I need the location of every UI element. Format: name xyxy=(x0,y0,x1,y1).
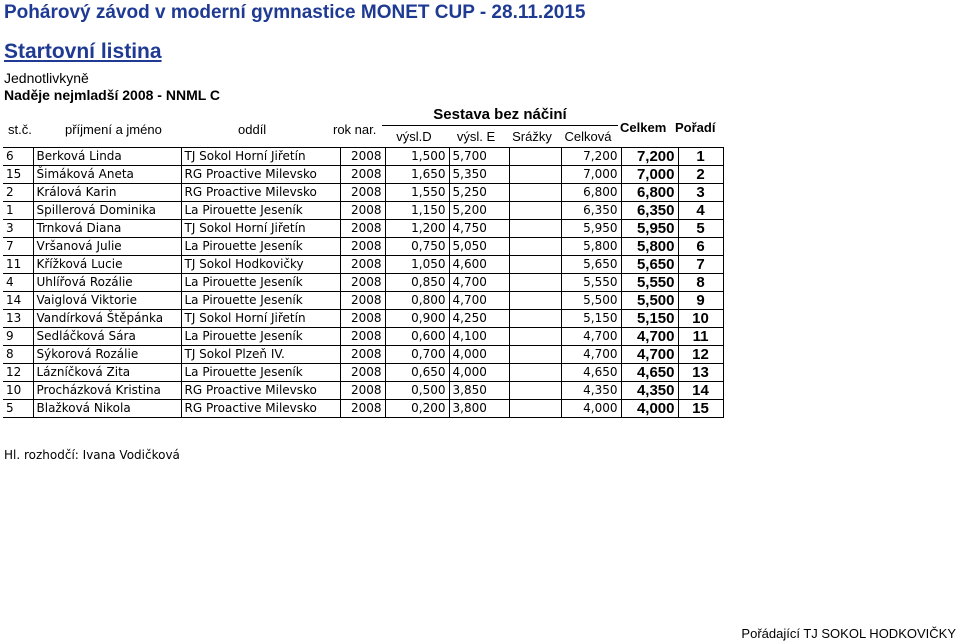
cell-total-score: 5,950 xyxy=(621,220,678,238)
cell-score-d: 0,200 xyxy=(385,400,449,418)
cell-penalty xyxy=(509,202,561,220)
col-header-start-no: st.č. xyxy=(8,122,32,137)
page-title: Pohárový závod v moderní gymnastice MONET CUP - 28.11.2015 xyxy=(4,2,586,23)
cell-score-e: 3,850 xyxy=(449,382,509,400)
cell-start-no: 9 xyxy=(3,328,33,346)
cell-subtotal: 5,150 xyxy=(561,310,621,328)
col-header-rank: Pořadí xyxy=(675,120,716,135)
cell-club: La Pirouette Jeseník xyxy=(181,364,340,382)
cell-club: La Pirouette Jeseník xyxy=(181,292,340,310)
cell-score-d: 1,650 xyxy=(385,166,449,184)
cell-score-d: 0,500 xyxy=(385,382,449,400)
cell-athlete-name: Sedláčková Sára xyxy=(33,328,181,346)
cell-score-d: 0,700 xyxy=(385,346,449,364)
table-row xyxy=(3,202,723,220)
cell-start-no: 3 xyxy=(3,220,33,238)
cell-penalty xyxy=(509,274,561,292)
cell-birth-year: 2008 xyxy=(340,148,385,166)
cell-score-e: 4,600 xyxy=(449,256,509,274)
cell-total-score: 7,000 xyxy=(621,166,678,184)
cell-total-score: 5,150 xyxy=(621,310,678,328)
cell-subtotal: 6,350 xyxy=(561,202,621,220)
cell-total-score: 4,350 xyxy=(621,382,678,400)
cell-subtotal: 6,800 xyxy=(561,184,621,202)
col-header-name: příjmení a jméno xyxy=(65,122,162,137)
cell-subtotal: 4,000 xyxy=(561,400,621,418)
cell-athlete-name: Procházková Kristina xyxy=(33,382,181,400)
cell-penalty xyxy=(509,310,561,328)
cell-start-no: 5 xyxy=(3,400,33,418)
cell-penalty xyxy=(509,256,561,274)
cell-birth-year: 2008 xyxy=(340,328,385,346)
cell-birth-year: 2008 xyxy=(340,238,385,256)
cell-subtotal: 5,500 xyxy=(561,292,621,310)
cell-penalty xyxy=(509,148,561,166)
cell-total-score: 6,350 xyxy=(621,202,678,220)
cell-athlete-name: Trnková Diana xyxy=(33,220,181,238)
cell-score-d: 1,200 xyxy=(385,220,449,238)
cell-score-e: 4,000 xyxy=(449,346,509,364)
cell-athlete-name: Vaiglová Viktorie xyxy=(33,292,181,310)
category-type: Jednotlivkyně xyxy=(4,70,89,86)
cell-club: TJ Sokol Plzeň IV. xyxy=(181,346,340,364)
cell-subtotal: 5,950 xyxy=(561,220,621,238)
cell-athlete-name: Vršanová Julie xyxy=(33,238,181,256)
cell-start-no: 12 xyxy=(3,364,33,382)
cell-rank: 4 xyxy=(678,202,723,220)
cell-penalty xyxy=(509,166,561,184)
cell-athlete-name: Králová Karin xyxy=(33,184,181,202)
cell-start-no: 8 xyxy=(3,346,33,364)
cell-birth-year: 2008 xyxy=(340,364,385,382)
cell-penalty xyxy=(509,382,561,400)
cell-subtotal: 4,650 xyxy=(561,364,621,382)
cell-rank: 6 xyxy=(678,238,723,256)
table-row xyxy=(3,220,723,238)
cell-athlete-name: Křížková Lucie xyxy=(33,256,181,274)
cell-score-e: 5,200 xyxy=(449,202,509,220)
table-row xyxy=(3,148,723,166)
cell-subtotal: 4,350 xyxy=(561,382,621,400)
cell-subtotal: 7,200 xyxy=(561,148,621,166)
cell-rank: 10 xyxy=(678,310,723,328)
cell-score-e: 4,100 xyxy=(449,328,509,346)
cell-club: RG Proactive Milevsko xyxy=(181,166,340,184)
cell-score-e: 4,700 xyxy=(449,292,509,310)
cell-club: RG Proactive Milevsko xyxy=(181,184,340,202)
cell-birth-year: 2008 xyxy=(340,274,385,292)
cell-club: La Pirouette Jeseník xyxy=(181,328,340,346)
cell-birth-year: 2008 xyxy=(340,166,385,184)
cell-score-e: 4,250 xyxy=(449,310,509,328)
cell-club: TJ Sokol Hodkovičky xyxy=(181,256,340,274)
table-row xyxy=(3,310,723,328)
cell-start-no: 11 xyxy=(3,256,33,274)
cell-rank: 3 xyxy=(678,184,723,202)
cell-score-d: 0,850 xyxy=(385,274,449,292)
cell-score-e: 4,700 xyxy=(449,274,509,292)
table-row xyxy=(3,346,723,364)
apparatus-divider xyxy=(382,125,618,126)
cell-penalty xyxy=(509,238,561,256)
cell-rank: 7 xyxy=(678,256,723,274)
cell-start-no: 10 xyxy=(3,382,33,400)
cell-total-score: 4,700 xyxy=(621,328,678,346)
cell-score-e: 5,350 xyxy=(449,166,509,184)
organizer: Pořádající TJ SOKOL HODKOVIČKY xyxy=(741,626,956,641)
cell-penalty xyxy=(509,292,561,310)
col-header-score-d: výsl.D xyxy=(396,129,432,144)
cell-penalty xyxy=(509,400,561,418)
cell-score-d: 0,600 xyxy=(385,328,449,346)
cell-score-e: 4,750 xyxy=(449,220,509,238)
cell-start-no: 6 xyxy=(3,148,33,166)
cell-rank: 5 xyxy=(678,220,723,238)
table-row xyxy=(3,400,723,418)
cell-penalty xyxy=(509,364,561,382)
cell-score-e: 5,700 xyxy=(449,148,509,166)
page-subtitle: Startovní listina xyxy=(4,40,162,63)
cell-total-score: 4,000 xyxy=(621,400,678,418)
cell-total-score: 4,700 xyxy=(621,346,678,364)
cell-athlete-name: Šimáková Aneta xyxy=(33,166,181,184)
cell-total-score: 6,800 xyxy=(621,184,678,202)
cell-total-score: 7,200 xyxy=(621,148,678,166)
col-header-score-e: výsl. E xyxy=(456,129,496,144)
cell-rank: 12 xyxy=(678,346,723,364)
cell-subtotal: 5,550 xyxy=(561,274,621,292)
col-header-apparatus: Sestava bez náčiní xyxy=(433,106,567,123)
cell-total-score: 4,650 xyxy=(621,364,678,382)
cell-club: TJ Sokol Horní Jiřetín xyxy=(181,220,340,238)
cell-club: La Pirouette Jeseník xyxy=(181,238,340,256)
table-row xyxy=(3,238,723,256)
head-judge: Hl. rozhodčí: Ivana Vodičková xyxy=(4,448,180,462)
cell-score-e: 5,250 xyxy=(449,184,509,202)
cell-start-no: 13 xyxy=(3,310,33,328)
results-table xyxy=(3,147,724,418)
cell-start-no: 2 xyxy=(3,184,33,202)
table-row xyxy=(3,184,723,202)
cell-club: RG Proactive Milevsko xyxy=(181,382,340,400)
cell-start-no: 14 xyxy=(3,292,33,310)
cell-club: TJ Sokol Horní Jiřetín xyxy=(181,310,340,328)
cell-score-e: 5,050 xyxy=(449,238,509,256)
cell-birth-year: 2008 xyxy=(340,400,385,418)
category-name: Naděje nejmladší 2008 - NNML C xyxy=(4,87,221,103)
table-row xyxy=(3,166,723,184)
table-row xyxy=(3,256,723,274)
cell-athlete-name: Lázníčková Zita xyxy=(33,364,181,382)
cell-birth-year: 2008 xyxy=(340,184,385,202)
cell-score-d: 0,800 xyxy=(385,292,449,310)
col-header-club: oddíl xyxy=(238,122,267,137)
cell-penalty xyxy=(509,220,561,238)
cell-subtotal: 5,650 xyxy=(561,256,621,274)
cell-penalty xyxy=(509,184,561,202)
cell-score-d: 1,500 xyxy=(385,148,449,166)
cell-birth-year: 2008 xyxy=(340,256,385,274)
cell-rank: 2 xyxy=(678,166,723,184)
col-header-subtotal: Celková xyxy=(564,129,612,144)
cell-rank: 8 xyxy=(678,274,723,292)
cell-birth-year: 2008 xyxy=(340,220,385,238)
cell-birth-year: 2008 xyxy=(340,310,385,328)
table-row xyxy=(3,274,723,292)
cell-birth-year: 2008 xyxy=(340,292,385,310)
cell-total-score: 5,500 xyxy=(621,292,678,310)
cell-club: TJ Sokol Horní Jiřetín xyxy=(181,148,340,166)
cell-rank: 15 xyxy=(678,400,723,418)
col-header-birth-year: rok nar. xyxy=(333,122,377,137)
cell-athlete-name: Blažková Nikola xyxy=(33,400,181,418)
cell-score-d: 1,050 xyxy=(385,256,449,274)
cell-club: La Pirouette Jeseník xyxy=(181,202,340,220)
table-row xyxy=(3,292,723,310)
cell-athlete-name: Vandírková Štěpánka xyxy=(33,310,181,328)
table-row xyxy=(3,382,723,400)
cell-penalty xyxy=(509,328,561,346)
cell-athlete-name: Spillerová Dominika xyxy=(33,202,181,220)
cell-birth-year: 2008 xyxy=(340,346,385,364)
cell-penalty xyxy=(509,346,561,364)
cell-total-score: 5,650 xyxy=(621,256,678,274)
cell-total-score: 5,550 xyxy=(621,274,678,292)
table-row xyxy=(3,328,723,346)
table-row xyxy=(3,364,723,382)
cell-start-no: 15 xyxy=(3,166,33,184)
cell-club: RG Proactive Milevsko xyxy=(181,400,340,418)
cell-athlete-name: Uhlířová Rozálie xyxy=(33,274,181,292)
cell-start-no: 1 xyxy=(3,202,33,220)
cell-athlete-name: Berková Linda xyxy=(33,148,181,166)
cell-rank: 9 xyxy=(678,292,723,310)
cell-rank: 13 xyxy=(678,364,723,382)
cell-score-d: 0,650 xyxy=(385,364,449,382)
cell-birth-year: 2008 xyxy=(340,202,385,220)
cell-total-score: 5,800 xyxy=(621,238,678,256)
cell-score-e: 4,000 xyxy=(449,364,509,382)
col-header-total: Celkem xyxy=(620,120,667,135)
cell-athlete-name: Sýkorová Rozálie xyxy=(33,346,181,364)
cell-subtotal: 4,700 xyxy=(561,328,621,346)
cell-subtotal: 5,800 xyxy=(561,238,621,256)
cell-start-no: 7 xyxy=(3,238,33,256)
cell-rank: 1 xyxy=(678,148,723,166)
col-header-penalty: Srážky xyxy=(512,129,552,144)
cell-subtotal: 7,000 xyxy=(561,166,621,184)
cell-score-d: 0,900 xyxy=(385,310,449,328)
cell-subtotal: 4,700 xyxy=(561,346,621,364)
cell-score-d: 1,550 xyxy=(385,184,449,202)
cell-birth-year: 2008 xyxy=(340,382,385,400)
cell-club: La Pirouette Jeseník xyxy=(181,274,340,292)
cell-score-e: 3,800 xyxy=(449,400,509,418)
cell-rank: 11 xyxy=(678,328,723,346)
cell-score-d: 1,150 xyxy=(385,202,449,220)
cell-score-d: 0,750 xyxy=(385,238,449,256)
cell-rank: 14 xyxy=(678,382,723,400)
cell-start-no: 4 xyxy=(3,274,33,292)
